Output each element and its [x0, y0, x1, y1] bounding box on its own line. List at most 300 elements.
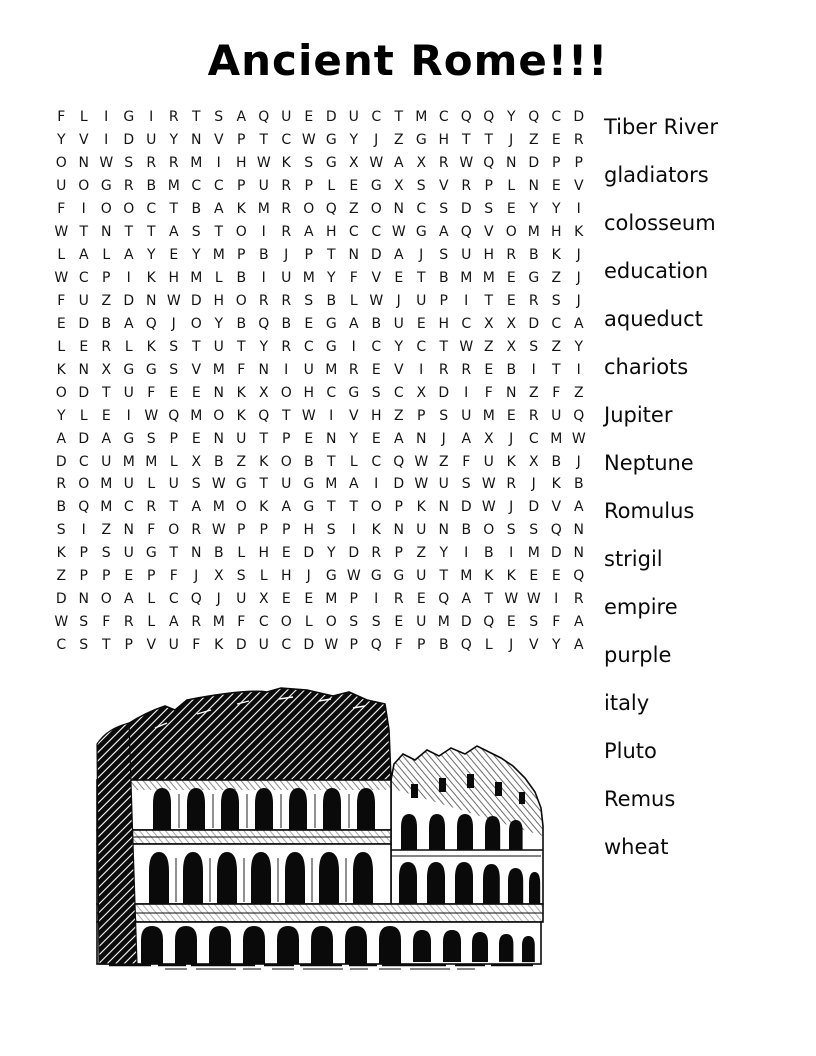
grid-cell: C — [438, 109, 449, 126]
grid-cell: K — [506, 453, 516, 470]
grid-cell: C — [371, 109, 382, 126]
grid-cell: N — [213, 430, 224, 447]
grid-cell: B — [506, 361, 517, 378]
grid-cell: W — [481, 499, 496, 516]
grid-cell: V — [393, 361, 404, 378]
grid-cell: F — [462, 453, 471, 470]
grid-cell: D — [55, 453, 67, 470]
grid-cell: V — [551, 499, 562, 516]
grid-cell: S — [439, 201, 449, 218]
grid-cell: T — [169, 545, 179, 562]
grid-cell: W — [504, 591, 519, 608]
grid-cell: L — [259, 568, 268, 585]
grid-cell: P — [484, 178, 493, 195]
word-list-item: strigil — [604, 547, 663, 571]
grid-cell: O — [100, 201, 112, 218]
grid-cell: E — [551, 568, 561, 585]
grid-cell: N — [78, 361, 89, 378]
grid-cell: I — [576, 201, 581, 218]
grid-cell: Y — [56, 407, 66, 424]
grid-cell: D — [348, 545, 360, 562]
grid-cell: I — [374, 476, 379, 493]
grid-cell: E — [281, 545, 291, 562]
grid-cell: L — [79, 407, 88, 424]
grid-cell: B — [236, 315, 247, 332]
grid-cell: I — [329, 407, 334, 424]
colosseum-upper-arcade — [97, 780, 391, 830]
grid-cell: G — [393, 568, 405, 585]
grid-cell: E — [416, 315, 426, 332]
grid-cell: R — [506, 476, 517, 493]
grid-cell: B — [573, 476, 584, 493]
grid-cell: G — [415, 132, 427, 149]
grid-cell: U — [101, 453, 112, 470]
grid-cell: J — [576, 292, 581, 309]
grid-cell: Q — [78, 499, 90, 516]
word-list-item: italy — [604, 691, 650, 715]
grid-cell: Q — [483, 155, 495, 172]
grid-cell: F — [552, 384, 561, 401]
grid-cell: O — [280, 384, 292, 401]
grid-cell: X — [348, 155, 359, 172]
grid-cell: M — [482, 407, 495, 424]
grid-cell: Q — [258, 407, 270, 424]
grid-cell: G — [100, 178, 112, 195]
grid-cell: T — [79, 224, 89, 241]
grid-cell: S — [304, 155, 314, 172]
grid-cell: L — [124, 338, 133, 355]
grid-cell: N — [191, 132, 202, 149]
grid-cell: T — [416, 270, 426, 287]
grid-cell: Z — [551, 270, 562, 287]
grid-cell: L — [79, 109, 88, 126]
grid-cell: L — [147, 476, 156, 493]
grid-cell: C — [258, 614, 269, 631]
grid-cell: K — [416, 499, 426, 516]
grid-cell: C — [371, 224, 382, 241]
grid-cell: X — [416, 155, 427, 172]
grid-cell: N — [78, 155, 89, 172]
grid-cell: T — [326, 453, 336, 470]
grid-cell: F — [147, 522, 156, 539]
grid-cell: F — [102, 614, 111, 631]
grid-cell: Z — [528, 384, 539, 401]
grid-cell: D — [55, 591, 67, 608]
grid-cell: Y — [349, 132, 359, 149]
grid-cell: J — [216, 591, 221, 608]
grid-cell: D — [550, 545, 562, 562]
grid-cell: J — [419, 247, 424, 264]
grid-cell: O — [483, 522, 495, 539]
grid-cell: M — [550, 430, 563, 447]
grid-cell: C — [281, 132, 292, 149]
grid-cell: C — [551, 315, 562, 332]
grid-cell: T — [484, 132, 494, 149]
grid-cell: L — [169, 453, 178, 470]
grid-cell: G — [325, 132, 337, 149]
grid-cell: Y — [191, 247, 201, 264]
grid-cell: R — [123, 614, 134, 631]
grid-cell: D — [438, 384, 450, 401]
grid-cell: S — [484, 201, 494, 218]
grid-cell: A — [123, 315, 134, 332]
grid-cell: N — [528, 178, 539, 195]
grid-cell: X — [213, 568, 224, 585]
grid-cell: I — [284, 361, 289, 378]
grid-cell: M — [460, 270, 473, 287]
grid-cell: C — [551, 109, 562, 126]
grid-cell: R — [348, 361, 359, 378]
grid-cell: F — [57, 109, 66, 126]
grid-cell: Y — [326, 270, 336, 287]
grid-cell: T — [191, 338, 201, 355]
grid-cell: J — [306, 568, 311, 585]
grid-cell: X — [393, 178, 404, 195]
grid-cell: E — [394, 270, 404, 287]
word-list-item: aqueduct — [604, 307, 703, 331]
grid-cell: U — [461, 247, 472, 264]
grid-cell: K — [506, 568, 516, 585]
grid-cell: A — [573, 614, 584, 631]
grid-cell: O — [505, 224, 517, 241]
grid-cell: X — [483, 430, 494, 447]
grid-cell: F — [237, 361, 246, 378]
grid-cell: U — [461, 407, 472, 424]
grid-cell: I — [216, 155, 221, 172]
grid-cell: I — [419, 361, 424, 378]
grid-cell: B — [101, 315, 112, 332]
grid-cell: R — [281, 224, 292, 241]
grid-cell: U — [56, 178, 67, 195]
grid-cell: E — [304, 591, 314, 608]
grid-cell: Y — [506, 109, 516, 126]
grid-cell: J — [396, 292, 401, 309]
grid-cell: R — [371, 545, 382, 562]
grid-cell: G — [303, 476, 315, 493]
page-title: Ancient Rome!!! — [207, 36, 609, 85]
grid-cell: D — [460, 201, 472, 218]
grid-cell: L — [102, 247, 111, 264]
grid-cell: E — [191, 430, 201, 447]
grid-cell: W — [369, 292, 384, 309]
grid-cell: X — [416, 384, 427, 401]
grid-cell: J — [171, 315, 176, 332]
grid-cell: C — [416, 201, 427, 218]
grid-cell: W — [211, 522, 226, 539]
grid-cell: Z — [483, 338, 494, 355]
grid-cell: D — [190, 292, 202, 309]
grid-cell: K — [259, 499, 269, 516]
grid-cell: W — [459, 338, 474, 355]
grid-cell: Y — [574, 338, 584, 355]
grid-cell: W — [301, 407, 316, 424]
grid-cell: E — [371, 361, 381, 378]
grid-cell: I — [81, 201, 86, 218]
word-list-item: Pluto — [604, 739, 657, 763]
grid-cell: V — [146, 637, 157, 654]
grid-cell: P — [237, 178, 246, 195]
grid-cell: D — [123, 292, 135, 309]
word-list-item: gladiators — [604, 163, 709, 187]
grid-cell: J — [284, 247, 289, 264]
grid-cell: C — [528, 430, 539, 447]
colosseum-right-wall — [391, 746, 543, 904]
grid-cell: R — [281, 338, 292, 355]
grid-cell: O — [168, 522, 180, 539]
word-list-item: education — [604, 259, 709, 283]
grid-cell: E — [506, 201, 516, 218]
grid-cell: C — [168, 591, 179, 608]
grid-cell: T — [214, 224, 224, 241]
grid-cell: N — [348, 247, 359, 264]
grid-cell: E — [371, 430, 381, 447]
grid-cell: Z — [393, 132, 404, 149]
grid-cell: O — [325, 614, 337, 631]
word-list-item: Jupiter — [604, 403, 673, 427]
grid-cell: I — [576, 361, 581, 378]
grid-cell: P — [79, 568, 88, 585]
grid-cell: O — [78, 178, 90, 195]
grid-cell: R — [393, 591, 404, 608]
grid-cell: N — [573, 522, 584, 539]
grid-cell: A — [101, 430, 112, 447]
grid-cell: I — [126, 270, 131, 287]
grid-cell: W — [54, 614, 69, 631]
grid-cell: G — [145, 361, 157, 378]
grid-cell: B — [461, 522, 472, 539]
grid-cell: L — [484, 637, 493, 654]
grid-cell: S — [191, 476, 201, 493]
grid-cell: Y — [56, 132, 66, 149]
grid-cell: R — [123, 178, 134, 195]
grid-cell: V — [438, 178, 449, 195]
grid-cell: Y — [394, 338, 404, 355]
grid-cell: L — [237, 545, 246, 562]
grid-cell: N — [438, 499, 449, 516]
grid-cell: A — [573, 315, 584, 332]
grid-cell: G — [145, 545, 157, 562]
grid-cell: L — [507, 178, 516, 195]
grid-cell: O — [370, 201, 382, 218]
grid-cell: P — [237, 132, 246, 149]
grid-cell: B — [56, 499, 67, 516]
grid-cell: O — [370, 499, 382, 516]
grid-cell: I — [104, 109, 109, 126]
grid-cell: P — [169, 430, 178, 447]
grid-cell: G — [415, 224, 427, 241]
grid-cell: P — [102, 568, 111, 585]
grid-cell: J — [509, 637, 514, 654]
grid-cell: M — [190, 270, 203, 287]
grid-cell: S — [349, 614, 359, 631]
grid-cell: M — [527, 224, 540, 241]
grid-cell: D — [78, 384, 90, 401]
grid-cell: J — [509, 132, 514, 149]
grid-cell: E — [506, 270, 516, 287]
grid-cell: D — [78, 315, 90, 332]
grid-cell: R — [461, 361, 472, 378]
grid-cell: U — [78, 292, 89, 309]
grid-cell: Y — [551, 201, 561, 218]
grid-cell: B — [438, 270, 449, 287]
grid-cell: O — [303, 201, 315, 218]
grid-cell: X — [258, 384, 269, 401]
grid-cell: H — [258, 545, 270, 562]
grid-cell: D — [460, 499, 472, 516]
grid-cell: Q — [573, 407, 585, 424]
grid-cell: C — [371, 453, 382, 470]
grid-cell: C — [123, 499, 134, 516]
grid-cell: E — [281, 591, 291, 608]
grid-cell: K — [236, 384, 246, 401]
grid-cell: V — [213, 132, 224, 149]
grid-cell: Z — [393, 407, 404, 424]
grid-cell: L — [327, 178, 336, 195]
grid-cell: G — [235, 476, 247, 493]
grid-cell: P — [349, 591, 358, 608]
grid-cell: L — [147, 614, 156, 631]
grid-cell: S — [439, 407, 449, 424]
grid-cell: T — [124, 224, 134, 241]
grid-cell: N — [416, 430, 427, 447]
grid-cell: H — [168, 270, 180, 287]
grid-cell: P — [282, 430, 291, 447]
grid-cell: R — [281, 292, 292, 309]
grid-cell: C — [191, 178, 202, 195]
grid-cell: S — [371, 384, 381, 401]
grid-cell: P — [394, 545, 403, 562]
grid-cell: G — [325, 155, 337, 172]
grid-cell: I — [464, 292, 469, 309]
word-list-item: chariots — [604, 355, 689, 379]
grid-cell: U — [146, 132, 157, 149]
grid-cell: A — [303, 224, 314, 241]
grid-cell: U — [393, 315, 404, 332]
grid-cell: R — [573, 591, 584, 608]
grid-cell: I — [464, 384, 469, 401]
grid-cell: Q — [460, 224, 472, 241]
grid-cell: M — [482, 270, 495, 287]
colosseum-mid-band — [97, 904, 543, 922]
grid-cell: G — [123, 109, 135, 126]
grid-cell: E — [529, 568, 539, 585]
grid-cell: M — [212, 499, 225, 516]
grid-cell: H — [370, 407, 382, 424]
grid-cell: W — [54, 224, 69, 241]
grid-cell: S — [304, 292, 314, 309]
grid-cell: O — [235, 224, 247, 241]
grid-cell: M — [415, 109, 428, 126]
grid-cell: R — [146, 155, 157, 172]
grid-cell: J — [374, 132, 379, 149]
grid-cell: O — [78, 476, 90, 493]
grid-cell: I — [509, 545, 514, 562]
grid-cell: H — [280, 568, 292, 585]
grid-cell: W — [414, 476, 429, 493]
grid-cell: Z — [101, 522, 112, 539]
grid-cell: R — [438, 155, 449, 172]
grid-cell: S — [506, 522, 516, 539]
grid-cell: Q — [460, 109, 472, 126]
grid-cell: K — [56, 545, 66, 562]
grid-cell: W — [211, 476, 226, 493]
grid-cell: G — [123, 430, 135, 447]
grid-cell: D — [303, 637, 315, 654]
grid-cell: T — [551, 361, 561, 378]
grid-cell: S — [101, 545, 111, 562]
grid-cell: O — [123, 201, 135, 218]
grid-cell: B — [326, 292, 337, 309]
grid-cell: T — [101, 384, 111, 401]
grid-cell: U — [416, 522, 427, 539]
grid-cell: U — [281, 109, 292, 126]
grid-cell: Z — [438, 453, 449, 470]
grid-cell: P — [417, 407, 426, 424]
grid-cell: B — [438, 637, 449, 654]
grid-cell: N — [393, 522, 404, 539]
grid-cell: D — [123, 132, 135, 149]
grid-cell: Z — [551, 338, 562, 355]
grid-cell: A — [393, 247, 404, 264]
grid-cell: W — [369, 155, 384, 172]
grid-cell: N — [213, 384, 224, 401]
grid-cell: T — [259, 132, 269, 149]
grid-cell: S — [439, 247, 449, 264]
grid-cell: G — [325, 568, 337, 585]
grid-cell: U — [281, 476, 292, 493]
grid-cell: K — [214, 637, 224, 654]
grid-cell: E — [169, 247, 179, 264]
grid-cell: H — [483, 247, 495, 264]
grid-cell: A — [78, 247, 89, 264]
grid-cell: E — [416, 591, 426, 608]
grid-cell: H — [303, 522, 315, 539]
grid-cell: Z — [101, 292, 112, 309]
grid-cell: J — [576, 453, 581, 470]
grid-cell: Z — [416, 545, 427, 562]
grid-cell: S — [529, 614, 539, 631]
grid-cell: A — [461, 430, 472, 447]
grid-cell: B — [528, 247, 539, 264]
grid-cell: T — [169, 201, 179, 218]
grid-cell: M — [122, 453, 135, 470]
grid-cell: L — [57, 247, 66, 264]
grid-cell: B — [146, 178, 157, 195]
grid-cell: N — [438, 522, 449, 539]
grid-cell: D — [528, 155, 540, 172]
grid-cell: K — [281, 155, 291, 172]
grid-cell: K — [56, 361, 66, 378]
grid-cell: I — [104, 132, 109, 149]
grid-cell: I — [464, 545, 469, 562]
grid-cell: O — [235, 499, 247, 516]
word-list-item: Remus — [604, 787, 676, 811]
colosseum-entablature — [97, 830, 391, 844]
grid-cell: N — [393, 201, 404, 218]
grid-cell: Y — [169, 132, 179, 149]
grid-cell: E — [304, 109, 314, 126]
grid-cell: T — [394, 109, 404, 126]
grid-cell: N — [191, 545, 202, 562]
grid-cell: E — [304, 315, 314, 332]
grid-cell: E — [551, 132, 561, 149]
grid-cell: E — [124, 568, 134, 585]
grid-cell: A — [393, 155, 404, 172]
grid-cell: Y — [326, 545, 336, 562]
word-list-item: Neptune — [604, 451, 694, 475]
grid-cell: K — [146, 338, 156, 355]
grid-cell: W — [166, 292, 181, 309]
